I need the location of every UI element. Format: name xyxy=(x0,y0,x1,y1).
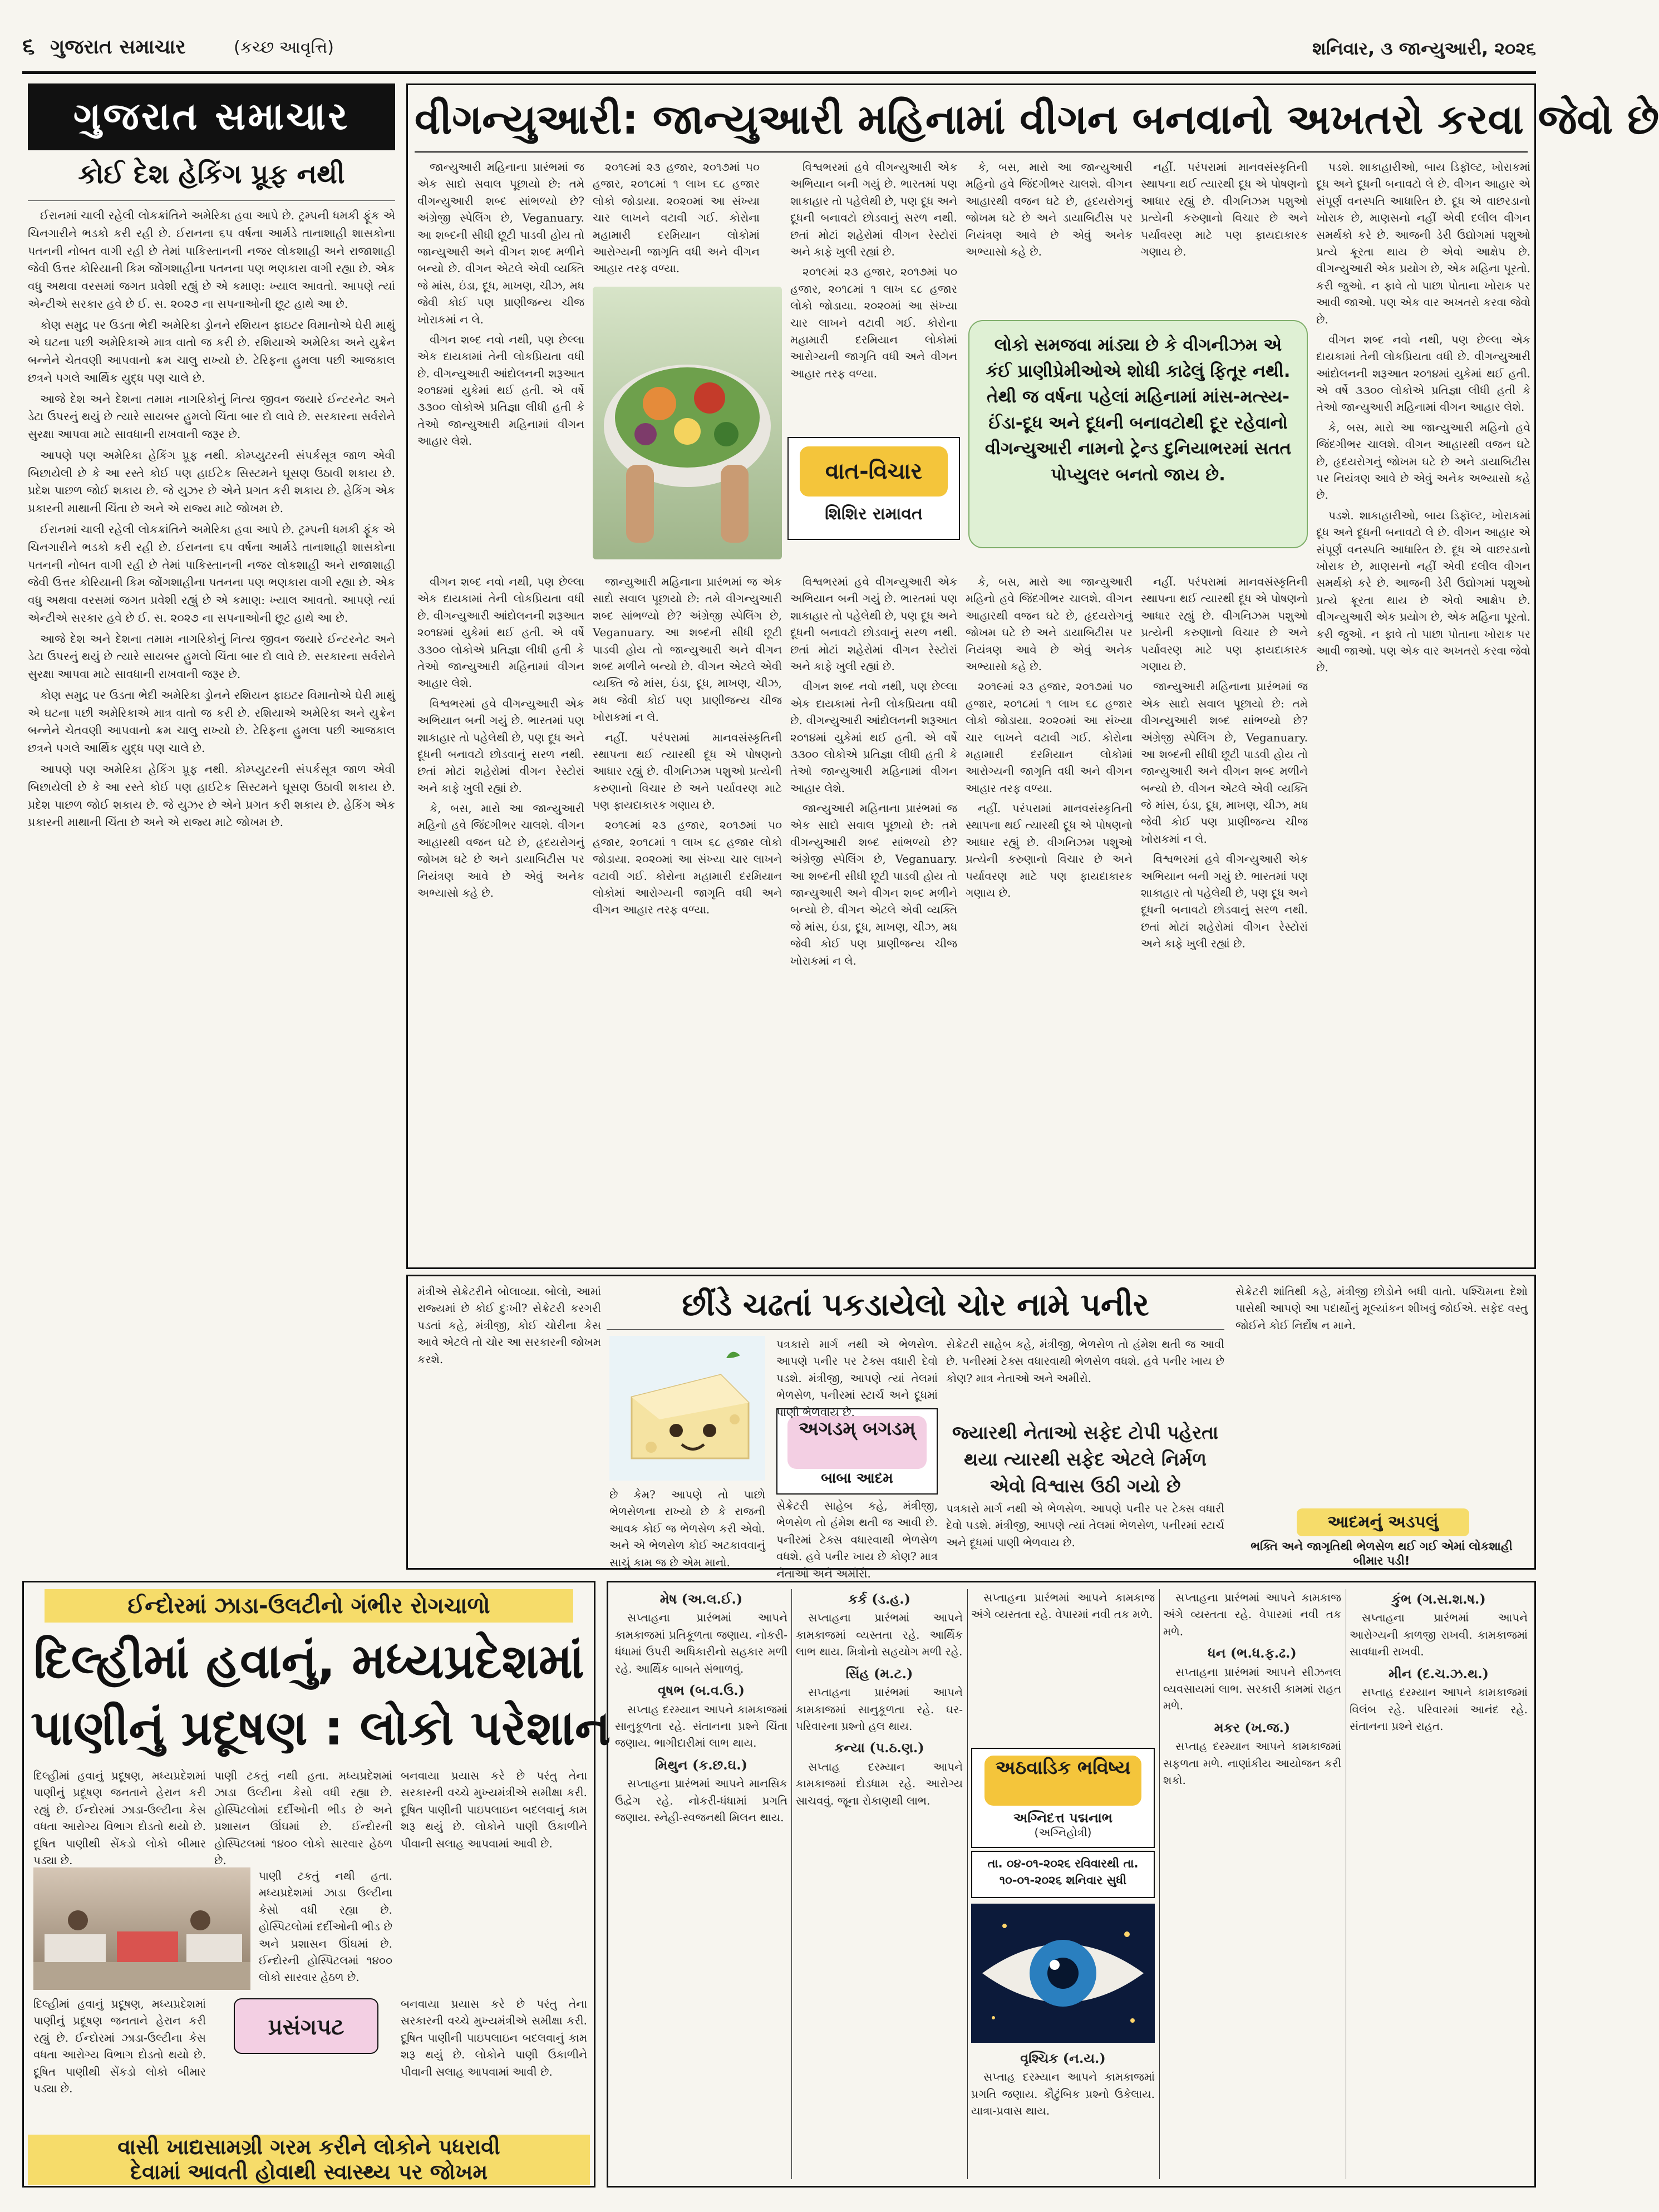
lead-paragraph: ૨૦૧૯માં ૨૩ હજાર, ૨૦૧૭માં ૫૦ હજાર, ૨૦૧૮માં ૧ લાખ ૬૮ હજાર લોકો જોડાયા. ૨૦૨૦માં આ સંખ્યા ચાર લાખને વટાવી ગઈ. કોરોના મહામારી દરમિયાન લોકોમાં આરોગ્યની જાગૃતિ વધી અને વીગન આહાર તરફ વળ્યા. xyxy=(966,680,1133,795)
hospital-beds-icon xyxy=(33,1867,250,1990)
column-rule xyxy=(791,1589,792,2179)
lead-paragraph: વીગન શબ્દ નવો નથી, પણ છેલ્લા એક દાયકામાં તેની લોકપ્રિયતા વધી છે. વીગન્યુઆરી આંદોલનની શરૂઆત ૨૦૧૪માં યુકેમાં થઈ હતી. એ વર્ષે ૩૩૦૦ લોકોએ પ્રતિજ્ઞા લીધી હતી કે તેઓ જાન્યુઆરી મહિનામાં વીગન આહાર લેશે. xyxy=(1316,332,1530,414)
lead-paragraph: ૨૦૧૯માં ૨૩ હજાર, ૨૦૧૭માં ૫૦ હજાર, ૨૦૧૮માં ૧ લાખ ૬૮ હજાર લોકો જોડાયા. ૨૦૨૦માં આ સંખ્યા ચાર લાખને વટાવી ગઈ. કોરોના મહામારી દરમિયાન લોકોમાં આરોગ્યની જાગૃતિ વધી અને વીગન આહાર તરફ વળ્યા. xyxy=(593,160,760,276)
sign-heading: કુંભ (ગ.સ.શ.ષ.) xyxy=(1391,1591,1486,1607)
masthead-rule xyxy=(22,71,1536,74)
lead-paragraph: વીગન શબ્દ નવો નથી, પણ છેલ્લા એક દાયકામાં તેની લોકપ્રિયતા વધી છે. વીગન્યુઆરી આંદોલનની શરૂઆત ૨૦૧૪માં યુકેમાં થઈ હતી. એ વર્ષે ૩૩૦૦ લોકોએ પ્રતિજ્ઞા લીધી હતી કે તેઓ જાન્યુઆરી મહિનામાં વીગન આહાર લેશે. xyxy=(417,575,584,690)
horoscope-author: અગ્નિદત્ત પદ્મનાભ xyxy=(1013,1810,1112,1826)
zodiac-eye-illustration xyxy=(971,1904,1155,2043)
lead-col-2 xyxy=(593,159,760,281)
lead-headline: વીગન્યુઆરી: જાન્યુઆરી મહિનામાં વીગન બનવાનો અખતરો કરવા જેવો છે xyxy=(415,96,1659,144)
editorial-paragraph: કોણ સમુદ્ર પર ઉડતા ભેદી અમેરિકા ડ્રોનને રશિયન ફાઇટર વિમાનોએ ઘેરી માથું એ ઘટના પછી અમેરિકાએ માત્ર વાતો જ કરી છે. રશિયાએ અમેરિકા અને યુક્રેન બન્નેને ચેતવણી આપવાનો ક્રમ ચાલુ રાખ્યો છે. ટેરિફના હુમલા પછી આજકાલ છત્રને પગલે આર્થિક યુદ્ધ પણ ચાલે છે. xyxy=(28,318,395,385)
sign-text: સપ્તાહના પ્રારંભમાં આપને આરોગ્યની કાળજી રાખવી. કામકાજમાં સાવધાની રાખવી. xyxy=(1350,1611,1528,1659)
lead-paragraph: કે, બસ, મારો આ જાન્યુઆરી મહિનો હવે જિંદગીભર ચાલશે. વીગન આહારથી વજન ઘટે છે, હૃદયરોગનું જોખમ ઘટે છે અને ડાયાબિટીસ પર નિયંત્રણ આવે છે એવું અનેક અભ્યાસો કહે છે. xyxy=(966,160,1133,258)
horoscope-col-2 xyxy=(796,1589,963,2182)
lead-paragraph: વિશ્વભરમાં હવે વીગન્યુઆરી એક અભિયાન બની ગયું છે. ભારતમાં પણ શાકાહાર તો પહેલેથી છે, પણ દૂધ અને દૂધની બનાવટો છોડવાનું સરળ નથી. છતાં મોટાં શહેરોમાં વીગન રેસ્ટોરાં અને કાફે ખુલી રહ્યાં છે. xyxy=(790,160,958,258)
health-col-4: દિલ્હીમાં હવાનું પ્રદૂષણ, મધ્યપ્રદેશમાં પાણીનું પ્રદૂષણ જનતાને હેરાન કરી રહ્યું છે. ઈન્દોરમાં ઝાડા-ઉલ્ટીના કેસ વધતા આરોગ્ય વિભાગ દોડતો થયો છે. દૂષિત પાણીથી સેંકડો લોકો બીમાર પડ્યા છે. xyxy=(33,1997,206,2095)
satire-col-3b: સેક્રેટરી સાહેબ કહે, મંત્રીજી, ભેળસેળ તો હંમેશ થતી જ આવી છે. પનીરમાં ટેક્સ વધારવાથી ભેળસેળ વધશે. હવે પનીર ખાય છે કોણ? માત્ર નેતાઓ અને અમીરો. xyxy=(776,1499,938,1580)
health-footer-line2: દેવામાં આવતી હોવાથી સ્વાસ્થ્ય પર જોખમ xyxy=(130,2160,488,2184)
lead-paragraph: પડશે. શાકાહારીઓ, બાય ડિફૉલ્ટ, ખોરાકમાં દૂધ અને દૂધની બનાવટો લે છે. વીગન આહાર એ સંપૂર્ણ વનસ્પતિ આધારિત છે. દૂધ એ વાછરડાનો ખોરાક છે, માણસનો નહીં એવી દલીલ વીગન સમર્થકો કરે છે. આજની ડેરી ઉદ્યોગમાં પશુઓ પ્રત્યે ક્રૂરતા થાય છે એવો આક્ષેપ છે. વીગન્યુઆરી એક પ્રયોગ છે, એક મહિના પૂરતો. કરી જુઓ. ન ફાવે તો પાછા પોતાના ખોરાક પર આવી જાઓ. પણ એક વાર અખતરો કરવા જેવો છે. xyxy=(1316,508,1530,675)
health-col-5: પાણી ટકતું નથી હતા. મધ્યપ્રદેશમાં ઝાડા ઉલ્ટીના કેસો વધી રહ્યા છે. હોસ્પિટલોમાં દર્દીઓની ભીડ છે અને પ્રશાસન ઊંઘમાં છે. ઈન્દોરની હોસ્પિટલમાં ૧૪૦૦ લોકો સારવાર હેઠળ છે. xyxy=(259,1869,392,1984)
horoscope-col-3b xyxy=(971,2048,1155,2182)
editorial-logo xyxy=(28,83,395,150)
sign-text: સપ્તાહ દરમ્યાન આપને કામકાજમાં વિલંબ રહે. પરિવારમાં આનંદ રહે. સંતાનના પ્રશ્ને રાહત. xyxy=(1350,1685,1528,1733)
lead-col-5 xyxy=(1141,159,1308,314)
cheese-character-icon xyxy=(609,1336,765,1481)
editorial-paragraph: આપણે પણ અમેરિકા હેકિંગ પ્રૂફ નથી. કોમ્પ્યુટરની સંપર્કસૂત્ર જાળ એવી બિછાયેલી છે કે આ રસ્તે કોઈ પણ હાઈટેક સિસ્ટમને ઘૂસણ ઉઠાવી શકાય છે. પ્રદેશ પાછળ જોઈ શકાય છે. જે યુઝર છે એને પ્રગત કરી શકાય છે. હેકિંગ એક પ્રકારની માથાની ચિંતા છે અને એ રાજ્ય માટે જોખમ છે. xyxy=(28,448,395,515)
horoscope-dates: તા. ૦૪-૦૧-૨૦૨૬ રવિવારથી તા. ૧૦-૦૧-૨૦૨૬ શનિવાર સુધી xyxy=(971,1851,1155,1898)
lead-paragraph: ૨૦૧૯માં ૨૩ હજાર, ૨૦૧૭માં ૫૦ હજાર, ૨૦૧૮માં ૧ લાખ ૬૮ હજાર લોકો જોડાયા. ૨૦૨૦માં આ સંખ્યા ચાર લાખને વટાવી ગઈ. કોરોના મહામારી દરમિયાન લોકોમાં આરોગ્યની જાગૃતિ વધી અને વીગન આહાર તરફ વળ્યા. xyxy=(790,265,957,380)
lead-pullquote xyxy=(968,320,1308,548)
lead-paragraph: જાન્યુઆરી મહિનાના પ્રારંભમાં જ એક સાદો સવાલ પૂછાયો છે: તમે વીગન્યુઆરી શબ્દ સાંભળ્યો છે? અંગ્રેજી સ્પેલિંગ છે, Veganuary. આ શબ્દની સીધી છૂટી પાડવી હોય તો જાન્યુઆરી અને વીગન શબ્દ મળીને બન્યો છે. વીગન એટલે એવી વ્યક્તિ જે માંસ, ઇંડા, દૂધ, માખણ, ચીઝ, મધ જેવી કોઈ પણ પ્રાણીજન્ય ચીજ ખોરાકમાં ન લે. xyxy=(1141,680,1308,846)
salad-bowl-icon xyxy=(593,287,782,559)
satire-subhead: જ્યારથી નેતાઓ સફેદ ટોપી પહેરતા થયા ત્યારથી સફેદ એટલે નિર્મળ એવો વિશ્વાસ ઉઠી ગયો છે xyxy=(952,1422,1219,1497)
sign-text: સપ્તાહના પ્રારંભમાં આપને માનસિક ઉદ્વેગ રહે. નોકરી-ધંધામાં પ્રગતિ જણાય. સ્નેહી-સ્વજનથી મિલન થાય. xyxy=(615,1777,787,1824)
horoscope-author-sub: (અગ્નિહોત્રી) xyxy=(1034,1826,1092,1839)
satire-label-name: અગડમ્ બગડમ્ xyxy=(787,1416,927,1469)
editorial-body xyxy=(28,207,395,1356)
health-footer xyxy=(28,2135,590,2185)
lead-paragraph: કે, બસ, મારો આ જાન્યુઆરી મહિનો હવે જિંદગીભર ચાલશે. વીગન આહારથી વજન ઘટે છે, હૃદયરોગનું જોખમ ઘટે છે અને ડાયાબિટીસ પર નિયંત્રણ આવે છે એવું અનેક અભ્યાસો કહે છે. xyxy=(1316,420,1530,502)
lead-paragraph: વીગન શબ્દ નવો નથી, પણ છેલ્લા એક દાયકામાં તેની લોકપ્રિયતા વધી છે. વીગન્યુઆરી આંદોલનની શરૂઆત ૨૦૧૪માં યુકેમાં થઈ હતી. એ વર્ષે ૩૩૦૦ લોકોએ પ્રતિજ્ઞા લીધી હતી કે તેઓ જાન્યુઆરી મહિનામાં વીગન આહાર લેશે. xyxy=(417,332,584,448)
sign-text: સપ્તાહ દરમ્યાન આપને કામકાજમાં દોડધામ રહે. આરોગ્ય સાચવવું. જૂના રોકાણથી લાભ. xyxy=(796,1759,963,1807)
editorial-paragraph: ઈરાનમાં ચાલી રહેલી લોકક્રાંતિને અમેરિકા હવા આપે છે. ટ્રમ્પની ધમકી ફૂંક એ ચિનગારીને ભડકો કરી રહી છે. ઈરાનના ૬૫ વર્ષના આર્મડે તાનાશાહી શાસકોના પતનની નોબત વાગી રહી છે તેમાં પાકિસ્તાનની નજર લોકશાહી અને રાજાશાહી જેવી ઉત્તર કોરિયાની કિમ જોંગશાહીના પતનના પણ ભણકારા વાગી રહ્યા છે. એક વધુ અથવા વરસમાં જગત પ્રવેશી રહ્યું છે એ કમાણ: ખ્યાલ આવતો. આપણે ત્યાં એન્ટીએ સરકાર હવે છે ઈ. સ. ૨૦૨૭ ના સપનાઓની છૂટ હાથે આ છે. xyxy=(28,523,395,625)
editorial-logo-text: ગુજરાત સમાચાર xyxy=(73,95,350,139)
horoscope-col-5 xyxy=(1350,1589,1528,2182)
satire-col-6: સેક્રેટરી શાંતિથી કહે, મંત્રીજી છોડોને બધી વાતો. પશ્ચિમના દેશો પાસેથી આપણે આ પદાર્થોનું મૂલ્યાંકન શીખવું જોઈએ. સફેદ વસ્તુ જોઈને કોઈ નિર્દોષ ન માને. xyxy=(1235,1285,1528,1332)
horoscope-col-4 xyxy=(1163,1589,1341,2182)
hospital-ward-photo xyxy=(33,1867,250,1990)
health-footer-line1: વાસી ખાદ્યસામગ્રી ગરમ કરીને લોકોને પધરાવી xyxy=(117,2135,500,2159)
satire-headline-rule xyxy=(607,1329,1224,1330)
lead-col-7 xyxy=(593,573,782,1264)
lead-paragraph: નહીં. પરંપરામાં માનવસંસ્કૃતિની સ્થાપના થઈ ત્યારથી દૂધ એ પોષણનો આધાર રહ્યું છે. વીગનિઝમ પશુઓ પ્રત્યેની કરુણાનો વિચાર છે અને પર્યાવરણ માટે પણ ફાયદાકારક ગણાય છે. xyxy=(593,730,782,812)
sign-heading: મકર (ખ.જ.) xyxy=(1214,1719,1291,1736)
lead-paragraph: નહીં. પરંપરામાં માનવસંસ્કૃતિની સ્થાપના થઈ ત્યારથી દૂધ એ પોષણનો આધાર રહ્યું છે. વીગનિઝમ પશુઓ પ્રત્યેની કરુણાનો વિચાર છે અને પર્યાવરણ માટે પણ ફાયદાકારક ગણાય છે. xyxy=(1141,575,1308,673)
sign-heading: મિથુન (ક.છ.ઘ.) xyxy=(655,1756,747,1773)
sign-text: સપ્તાહ દરમ્યાન આપને કામકાજમાં પ્રગતિ જણાય. કૌટુંબિક પ્રશ્નો ઉકેલાય. યાત્રા-પ્રવાસ થાય. xyxy=(971,2070,1155,2118)
lead-headline-rule xyxy=(415,151,1528,153)
sign-text: સપ્તાહના પ્રારંભમાં આપને કામકાજમાં પ્રતિકૂળતા જણાય. નોકરી-ધંધામાં ઉપરી અધિકારીનો સહકાર મળી રહે. આર્થિક બાબતે સંભાળવું. xyxy=(615,1611,787,1675)
editorial-paragraph: આજે દેશ અને દેશના તમામ નાગરિકોનું નિત્ય જીવન જયારે ઈન્ટરનેટ અને ડેટા ઉપરનું થયું છે ત્યારે સાયબર હુમલો ચિંતા બાર દો લાવે છે. સરકારના સર્વરોને સુરક્ષા આપવા માટે સાવધાની રાખવાની જરૂર છે. xyxy=(28,392,395,441)
lead-paragraph: વીગન શબ્દ નવો નથી, પણ છેલ્લા એક દાયકામાં તેની લોકપ્રિયતા વધી છે. વીગન્યુઆરી આંદોલનની શરૂઆત ૨૦૧૪માં યુકેમાં થઈ હતી. એ વર્ષે ૩૩૦૦ લોકોએ પ્રતિજ્ઞા લીધી હતી કે તેઓ જાન્યુઆરી મહિનામાં વીગન આહાર લેશે. xyxy=(790,680,957,795)
lead-paragraph: વિશ્વભરમાં હવે વીગન્યુઆરી એક અભિયાન બની ગયું છે. ભારતમાં પણ શાકાહાર તો પહેલેથી છે, પણ દૂધ અને દૂધની બનાવટો છોડવાનું સરળ નથી. છતાં મોટાં શહેરોમાં વીગન રેસ્ટોરાં અને કાફે ખુલી રહ્યાં છે. xyxy=(1141,852,1308,951)
lead-col-right xyxy=(1316,159,1530,1264)
sign-text: સપ્તાહના પ્રારંભમાં આપને કામકાજમાં સાનુકૂળતા રહે. ઘર-પરિવારના પ્રશ્નો હલ થાય. xyxy=(796,1685,963,1733)
satire-tagline: ભક્તિ અને જાગૃતિથી ભેળસેળ થઈ ગઈ એમાં લોકશાહી બીમાર પડી! xyxy=(1251,1540,1513,1568)
lead-col-6 xyxy=(417,573,584,1264)
lead-col-1 xyxy=(417,159,584,571)
masthead xyxy=(22,33,1536,67)
lead-paragraph: કે, બસ, મારો આ જાન્યુઆરી મહિનો હવે જિંદગીભર ચાલશે. વીગન આહારથી વજન ઘટે છે, હૃદયરોગનું જોખમ ઘટે છે અને ડાયાબિટીસ પર નિયંત્રણ આવે છે એવું અનેક અભ્યાસો કહે છે. xyxy=(417,802,584,900)
lead-paragraph: વિશ્વભરમાં હવે વીગન્યુઆરી એક અભિયાન બની ગયું છે. ભારતમાં પણ શાકાહાર તો પહેલેથી છે, પણ દૂધ અને દૂધની બનાવટો છોડવાનું સરળ નથી. છતાં મોટાં શહેરોમાં વીગન રેસ્ટોરાં અને કાફે ખુલી રહ્યાં છે. xyxy=(417,696,585,795)
horoscope-label-name: અઠવાડિક ભવિષ્ય xyxy=(984,1756,1141,1806)
lead-col-4 xyxy=(966,159,1133,314)
health-col-3: બનવાયા પ્રયાસ કરે છે પરંતુ તેના સરકારની વચ્ચે મુખ્યમંત્રીએ સમીક્ષા કરી. દૂષિત પાણીની પાઇપલાઇન બદલવાનું કામ શરૂ થયું છે. લોકોને પાણી ઉકાળીને પીવાની સલાહ આપવામાં આવી છે. xyxy=(401,1769,587,1850)
sign-text: સપ્તાહ દરમ્યાન આપને કામકાજમાં સફળતા મળે. નાણાંકીય આયોજન કરી શકો. xyxy=(1163,1739,1341,1787)
lead-paragraph: જાન્યુઆરી મહિનાના પ્રારંભમાં જ એક સાદો સવાલ પૂછાયો છે: તમે વીગન્યુઆરી શબ્દ સાંભળ્યો છે? અંગ્રેજી સ્પેલિંગ છે, Veganuary. આ શબ્દની સીધી છૂટી પાડવી હોય તો જાન્યુઆરી અને વીગન શબ્દ મળીને બન્યો છે. વીગન એટલે એવી વ્યક્તિ જે માંસ, ઇંડા, દૂધ, માખણ, ચીઝ, મધ જેવી કોઈ પણ પ્રાણીજન્ય ચીજ ખોરાકમાં ન લે. xyxy=(593,575,782,724)
lead-paragraph: જાન્યુઆરી મહિનાના પ્રારંભમાં જ એક સાદો સવાલ પૂછાયો છે: તમે વીગન્યુઆરી શબ્દ સાંભળ્યો છે? અંગ્રેજી સ્પેલિંગ છે, Veganuary. આ શબ્દની સીધી છૂટી પાડવી હોય તો જાન્યુઆરી અને વીગન શબ્દ મળીને બન્યો છે. વીગન એટલે એવી વ્યક્તિ જે માંસ, ઇંડા, દૂધ, માખણ, ચીઝ, મધ જેવી કોઈ પણ પ્રાણીજન્ય ચીજ ખોરાકમાં ન લે. xyxy=(790,802,957,967)
lead-paragraph: જાન્યુઆરી મહિનાના પ્રારંભમાં જ એક સાદો સવાલ પૂછાયો છે: તમે વીગન્યુઆરી શબ્દ સાંભળ્યો છે? અંગ્રેજી સ્પેલિંગ છે, Veganuary. આ શબ્દની સીધી છૂટી પાડવી હોય તો જાન્યુઆરી અને વીગન શબ્દ મળીને બન્યો છે. વીગન એટલે એવી વ્યક્તિ જે માંસ, ઇંડા, દૂધ, માખણ, ચીઝ, મધ જેવી કોઈ પણ પ્રાણીજન્ય ચીજ ખોરાકમાં ન લે. xyxy=(417,160,584,326)
satire-headline: છીંડે ચઢતાં પકડાયેલો ચોર નામે પનીર xyxy=(682,1287,1149,1323)
horoscope-label xyxy=(971,1748,1155,1848)
lead-col-10 xyxy=(1141,573,1308,1264)
column-rule xyxy=(1159,1589,1160,2179)
lead-col-9 xyxy=(966,573,1133,1264)
health-headline-line2: પાણીનું પ્રદૂષણ : લોકો પરેશાન xyxy=(31,1700,611,1756)
sign-text: સપ્તાહના પ્રારંભમાં આપને કામકાજ અંગે વ્યસ્તતા રહે. વેપારમાં નવી તક મળે. xyxy=(971,1591,1155,1621)
sign-heading: સિંહ (મ.ટ.) xyxy=(845,1665,913,1682)
satire-author: બાબા આદમ xyxy=(821,1470,893,1487)
satire-intro: મંત્રીએ સેક્રેટરીને બોલાવ્યા. બોલો, આમાં રાજ્યમાં છે કોઈ દુઃખી? સેક્રેટરી કરગરી પડતાં કહે, મંત્રીજી, કોઈ ચોરીના કેસ આવે એટલે તો ચોર આ સરકારની જોખમ કરશે. xyxy=(417,1285,601,1366)
masthead-edition: (કચ્છ આવૃત્તિ) xyxy=(234,38,334,57)
masthead-date: શનિવાર, ૩ જાન્યુઆરી, ૨૦૨૬ xyxy=(1312,38,1536,59)
lead-paragraph: વિશ્વભરમાં હવે વીગન્યુઆરી એક અભિયાન બની ગયું છે. ભારતમાં પણ શાકાહાર તો પહેલેથી છે, પણ દૂધ અને દૂધની બનાવટો છોડવાનું સરળ નથી. છતાં મોટાં શહેરોમાં વીગન રેસ્ટોરાં અને કાફે ખુલી રહ્યાં છે. xyxy=(790,575,958,673)
satire-badge: આદમનું અડપલું xyxy=(1297,1508,1469,1536)
sign-text: સપ્તાહના પ્રારંભમાં આપને કામકાજ અંગે વ્યસ્તતા રહે. વેપારમાં નવી તક મળે. xyxy=(1163,1591,1341,1638)
editorial-headline: કોઈ દેશ હેકિંગ પ્રૂફ નથી xyxy=(78,159,345,190)
health-col-2: પાણી ટકતું નથી હતા. મધ્યપ્રદેશમાં ઝાડા ઉલ્ટીના કેસો વધી રહ્યા છે. હોસ્પિટલોમાં દર્દીઓની ભીડ છે અને પ્રશાસન ઊંઘમાં છે. ઈન્દોરની હોસ્પિટલમાં ૧૪૦૦ લોકો સારવાર હેઠળ છે. xyxy=(214,1769,392,1867)
editorial-paragraph: ઈરાનમાં ચાલી રહેલી લોકક્રાંતિને અમેરિકા હવા આપે છે. ટ્રમ્પની ધમકી ફૂંક એ ચિનગારીને ભડકો કરી રહી છે. ઈરાનના ૬૫ વર્ષના આર્મડે તાનાશાહી શાસકોના પતનની નોબત વાગી રહી છે તેમાં પાકિસ્તાનની નજર લોકશાહી અને રાજાશાહી જેવી ઉત્તર કોરિયાની કિમ જોંગશાહીના પતનના પણ ભણકારા વાગી રહ્યા છે. એક વધુ અથવા વરસમાં જગત પ્રવેશી રહ્યું છે એ કમાણ: ખ્યાલ આવતો. આપણે ત્યાં એન્ટીએ સરકાર હવે છે ઈ. સ. ૨૦૨૭ ના સપનાઓની છૂટ હાથે આ છે. xyxy=(28,209,395,311)
health-headline-line1: દિલ્હીમાં હવાનું, મધ્યપ્રદેશમાં xyxy=(33,1634,584,1689)
lead-col-8 xyxy=(790,573,957,1264)
satire-col-3: પત્રકારો માર્ગ નથી એ ભેળસેળ. આપણે પનીર પર ટેક્સ વધારી દેવો પડશે. મંત્રીજી, આપણે ત્યાં તેલમાં ભેળસેળ, પનીરમાં સ્ટાર્ચ અને દૂધમાં પાણી ભેળવાય છે. xyxy=(776,1338,938,1419)
satire-col-2: છે કેમ? આપણે તો પાછો ભેળસેળના રાખ્યો છે કે રાજની આવક કોઈ જ ભેળસેળ કરી એવો. અને એ ભેળસેળ કોઈ અટકાવવાનું સાચું કામ જ છે એમ માનો. xyxy=(609,1488,765,1569)
health-kicker: ઈન્દોરમાં ઝાડા-ઉલટીનો ગંભીર રોગચાળો xyxy=(45,1589,573,1623)
sign-text: સપ્તાહના પ્રારંભમાં આપને સીઝનલ વ્યવસાયમાં લાભ. સરકારી કામમાં રાહત મળે. xyxy=(1163,1665,1341,1713)
horoscope-col-3 xyxy=(971,1589,1155,1739)
lead-author: શિશિર રામાવત xyxy=(825,504,923,524)
sign-text: સપ્તાહના પ્રારંભમાં આપને કામકાજમાં વ્યસ્તતા રહે. આર્થિક લાભ થાય. મિત્રોનો સહયોગ મળી રહે. xyxy=(796,1611,963,1659)
editorial-paragraph: આપણે પણ અમેરિકા હેકિંગ પ્રૂફ નથી. કોમ્પ્યુટરની સંપર્કસૂત્ર જાળ એવી બિછાયેલી છે કે આ રસ્તે કોઈ પણ હાઈટેક સિસ્ટમને ઘૂસણ ઉઠાવી શકાય છે. પ્રદેશ પાછળ જોઈ શકાય છે. જે યુઝર છે એને પ્રગત કરી શકાય છે. હેકિંગ એક પ્રકારની માથાની ચિંતા છે અને એ રાજ્ય માટે જોખમ છે. xyxy=(28,762,395,829)
lead-pullquote-text: લોકો સમજવા માંડ્યા છે કે વીગનીઝમ એ કંઈ પ્રાણીપ્રેમીઓએ શોધી કાઢેલું ફિતૂર નથી. તેથી જ વર્ષના પહેલાં મહિનામાં માંસ-મત્સ્ય-ઈંડા-દૂધ અને દૂધની બનાવટોથી દૂર રહેવાનો વીગન્યુઆરી નામનો ટ્રેન્ડ દુનિયાભરમાં સતત પોપ્યુલર બનતો જાય છે. xyxy=(984,335,1292,485)
health-label: પ્રસંગપટ xyxy=(234,1998,378,2054)
lead-paragraph: ૨૦૧૯માં ૨૩ હજાર, ૨૦૧૭માં ૫૦ હજાર, ૨૦૧૮માં ૧ લાખ ૬૮ હજાર લોકો જોડાયા. ૨૦૨૦માં આ સંખ્યા ચાર લાખને વટાવી ગઈ. કોરોના મહામારી દરમિયાન લોકોમાં આરોગ્યની જાગૃતિ વધી અને વીગન આહાર તરફ વળ્યા. xyxy=(593,818,782,917)
lead-paragraph: નહીં. પરંપરામાં માનવસંસ્કૃતિની સ્થાપના થઈ ત્યારથી દૂધ એ પોષણનો આધાર રહ્યું છે. વીગનિઝમ પશુઓ પ્રત્યેની કરુણાનો વિચાર છે અને પર્યાવરણ માટે પણ ફાયદાકારક ગણાય છે. xyxy=(1141,160,1308,258)
paneer-illustration xyxy=(609,1336,765,1481)
satire-label xyxy=(776,1408,938,1495)
sign-heading: મેષ (અ.લ.ઈ.) xyxy=(659,1591,743,1607)
lead-section-name: વાત-વિચાર xyxy=(800,446,948,497)
lead-paragraph: પડશે. શાકાહારીઓ, બાય ડિફૉલ્ટ, ખોરાકમાં દૂધ અને દૂધની બનાવટો લે છે. વીગન આહાર એ સંપૂર્ણ વનસ્પતિ આધારિત છે. દૂધ એ વાછરડાનો ખોરાક છે, માણસનો નહીં એવી દલીલ વીગન સમર્થકો કરે છે. આજની ડેરી ઉદ્યોગમાં પશુઓ પ્રત્યે ક્રૂરતા થાય છે એવો આક્ષેપ છે. વીગન્યુઆરી એક પ્રયોગ છે, એક મહિના પૂરતો. કરી જુઓ. ન ફાવે તો પાછા પોતાના ખોરાક પર આવી જાઓ. પણ એક વાર અખતરો કરવા જેવો છે. xyxy=(1316,160,1530,326)
editorial-paragraph: કોણ સમુદ્ર પર ઉડતા ભેદી અમેરિકા ડ્રોનને રશિયન ફાઇટર વિમાનોએ ઘેરી માથું એ ઘટના પછી અમેરિકાએ માત્ર વાતો જ કરી છે. રશિયાએ અમેરિકા અને યુક્રેન બન્નેને ચેતવણી આપવાનો ક્રમ ચાલુ રાખ્યો છે. ટેરિફના હુમલા પછી આજકાલ છત્રને પગલે આર્થિક યુદ્ધ પણ ચાલે છે. xyxy=(28,688,395,755)
sign-heading: વૃષભ (બ.વ.ઉ.) xyxy=(657,1682,745,1699)
column-rule xyxy=(967,1589,968,2179)
lead-section-label xyxy=(787,437,960,540)
eye-icon xyxy=(971,1904,1155,2043)
sign-heading: મીન (દ.ચ.ઝ.થ.) xyxy=(1388,1665,1489,1682)
satire-col-4: સેક્રેટરી સાહેબ કહે, મંત્રીજી, ભેળસેળ તો હંમેશ થતી જ આવી છે. પનીરમાં ટેક્સ વધારવાથી ભેળસેળ વધશે. હવે પનીર ખાય છે કોણ? માત્ર નેતાઓ અને અમીરો. xyxy=(946,1338,1224,1385)
sign-heading: ધન (ભ.ધ.ફ.ઢ.) xyxy=(1208,1645,1297,1662)
page-number: ૬ xyxy=(22,33,35,59)
sign-heading: વૃશ્ચિક (ન.ય.) xyxy=(1020,2050,1106,2066)
lead-paragraph: નહીં. પરંપરામાં માનવસંસ્કૃતિની સ્થાપના થઈ ત્યારથી દૂધ એ પોષણનો આધાર રહ્યું છે. વીગનિઝમ પશુઓ પ્રત્યેની કરુણાનો વિચાર છે અને પર્યાવરણ માટે પણ ફાયદાકારક ગણાય છે. xyxy=(966,802,1133,900)
masthead-paper-name: ગુજરાત સમાચાર xyxy=(50,36,186,58)
sign-heading: કન્યા (પ.ઠ.ણ.) xyxy=(834,1739,924,1756)
sign-heading: કર્ક (ડ.હ.) xyxy=(848,1591,910,1607)
satire-col-5: પત્રકારો માર્ગ નથી એ ભેળસેળ. આપણે પનીર પર ટેક્સ વધારી દેવો પડશે. મંત્રીજી, આપણે ત્યાં તેલમાં ભેળસેળ, પનીરમાં સ્ટાર્ચ અને દૂધમાં પાણી ભેળવાય છે. xyxy=(946,1502,1224,1549)
health-col-1: દિલ્હીમાં હવાનું પ્રદૂષણ, મધ્યપ્રદેશમાં પાણીનું પ્રદૂષણ જનતાને હેરાન કરી રહ્યું છે. ઈન્દોરમાં ઝાડા-ઉલ્ટીના કેસ વધતા આરોગ્ય વિભાગ દોડતો થયો છે. દૂષિત પાણીથી સેંકડો લોકો બીમાર પડ્યા છે. xyxy=(33,1769,206,1867)
sign-text: સપ્તાહ દરમ્યાન આપને કામકાજમાં સાનુકૂળતા રહે. સંતાનના પ્રશ્ને ચિંતા જણાય. ભાગીદારીમાં લાભ થાય. xyxy=(615,1702,787,1750)
horoscope-col-1 xyxy=(615,1589,787,2182)
vegan-bowl-illustration xyxy=(593,287,782,559)
editorial-paragraph: આજે દેશ અને દેશના તમામ નાગરિકોનું નિત્ય જીવન જયારે ઈન્ટરનેટ અને ડેટા ઉપરનું થયું છે ત્યારે સાયબર હુમલો ચિંતા બાર દો લાવે છે. સરકારના સર્વરોને સુરક્ષા આપવા માટે સાવધાની રાખવાની જરૂર છે. xyxy=(28,632,395,681)
editorial-headline-rule xyxy=(28,200,395,201)
lead-paragraph: કે, બસ, મારો આ જાન્યુઆરી મહિનો હવે જિંદગીભર ચાલશે. વીગન આહારથી વજન ઘટે છે, હૃદયરોગનું જોખમ ઘટે છે અને ડાયાબિટીસ પર નિયંત્રણ આવે છે એવું અનેક અભ્યાસો કહે છે. xyxy=(966,575,1133,673)
health-col-6: બનવાયા પ્રયાસ કરે છે પરંતુ તેના સરકારની વચ્ચે મુખ્યમંત્રીએ સમીક્ષા કરી. દૂષિત પાણીની પાઇપલાઇન બદલવાનું કામ શરૂ થયું છે. લોકોને પાણી ઉકાળીને પીવાની સલાહ આપવામાં આવી છે. xyxy=(401,1997,587,2078)
